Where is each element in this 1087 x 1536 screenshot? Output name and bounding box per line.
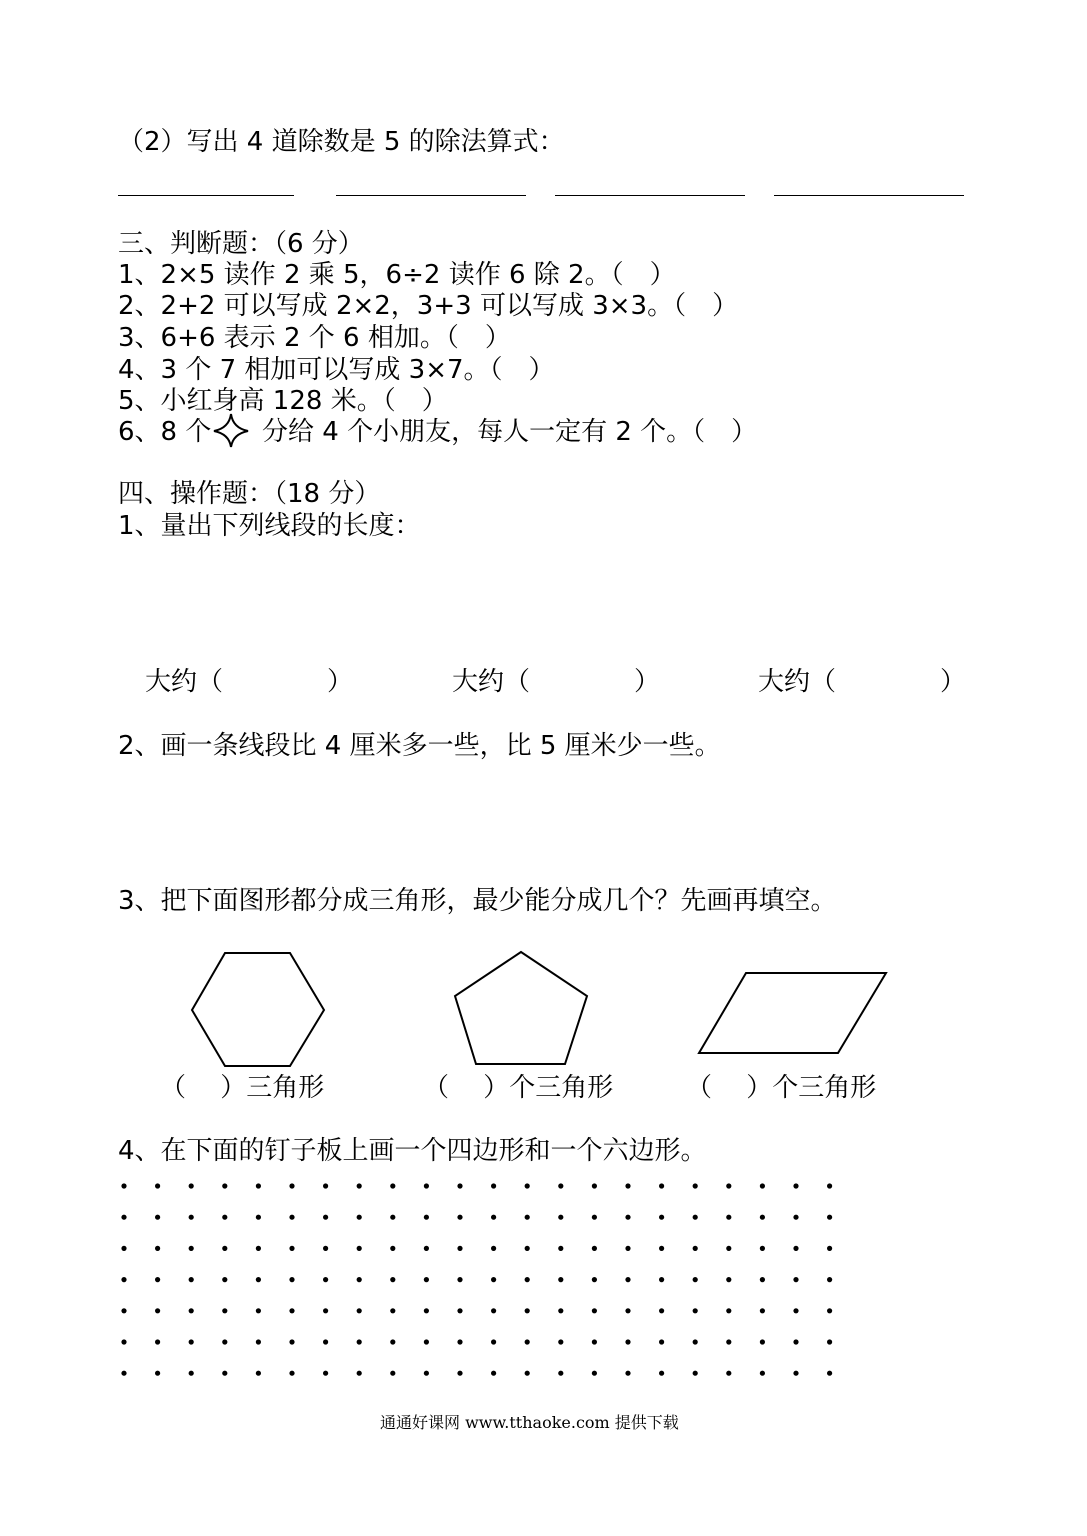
peg-dot[interactable] xyxy=(424,1339,429,1344)
peg-dot[interactable] xyxy=(357,1371,362,1376)
peg-dot[interactable] xyxy=(726,1215,731,1220)
peg-dot[interactable] xyxy=(491,1308,496,1313)
peg-dot[interactable] xyxy=(256,1277,261,1282)
peg-dot[interactable] xyxy=(155,1215,160,1220)
peg-dot[interactable] xyxy=(760,1308,765,1313)
peg-dot[interactable] xyxy=(793,1183,798,1188)
peg-dot[interactable] xyxy=(390,1183,395,1188)
peg-dot[interactable] xyxy=(222,1277,227,1282)
peg-dot[interactable] xyxy=(256,1308,261,1313)
peg-dot[interactable] xyxy=(189,1371,194,1376)
peg-dot[interactable] xyxy=(390,1371,395,1376)
peg-dot[interactable] xyxy=(189,1246,194,1251)
peg-dot[interactable] xyxy=(793,1308,798,1313)
peg-dot[interactable] xyxy=(323,1277,328,1282)
peg-dot[interactable] xyxy=(491,1183,496,1188)
peg-dot[interactable] xyxy=(625,1215,630,1220)
peg-dot[interactable] xyxy=(222,1215,227,1220)
peg-dot[interactable] xyxy=(827,1339,832,1344)
peg-dot[interactable] xyxy=(659,1183,664,1188)
peg-dot[interactable] xyxy=(793,1277,798,1282)
peg-dot[interactable] xyxy=(222,1339,227,1344)
peg-dot[interactable] xyxy=(592,1246,597,1251)
peg-dot[interactable] xyxy=(121,1371,126,1376)
op-q4: 4、在下面的钉子板上画一个四边形和一个六边形。 xyxy=(118,1136,707,1166)
peg-dot[interactable] xyxy=(424,1308,429,1313)
section-3-title: 三、判断题：（6 分） xyxy=(118,229,364,259)
peg-dot[interactable] xyxy=(289,1339,294,1344)
peg-dot[interactable] xyxy=(155,1246,160,1251)
judge-item-3: 3、6+6 表示 2 个 6 相加。（ ） xyxy=(118,323,511,353)
peg-dot[interactable] xyxy=(390,1339,395,1344)
peg-dot[interactable] xyxy=(760,1339,765,1344)
peg-dot[interactable] xyxy=(491,1339,496,1344)
peg-dot[interactable] xyxy=(491,1246,496,1251)
peg-dot[interactable] xyxy=(289,1277,294,1282)
peg-dot[interactable] xyxy=(592,1371,597,1376)
peg-dot[interactable] xyxy=(693,1371,698,1376)
approx-answer-3: 大约（ ） xyxy=(758,667,967,697)
peg-dot[interactable] xyxy=(827,1277,832,1282)
peg-dot[interactable] xyxy=(659,1277,664,1282)
peg-dot[interactable] xyxy=(256,1371,261,1376)
peg-dot[interactable] xyxy=(155,1308,160,1313)
peg-dot[interactable] xyxy=(121,1277,126,1282)
peg-dot[interactable] xyxy=(256,1339,261,1344)
judge-item-4: 4、3 个 7 相加可以写成 3×7。（ ） xyxy=(118,355,555,385)
peg-dot[interactable] xyxy=(558,1371,563,1376)
peg-dot[interactable] xyxy=(693,1246,698,1251)
peg-dot[interactable] xyxy=(222,1371,227,1376)
peg-dot[interactable] xyxy=(693,1215,698,1220)
peg-dot[interactable] xyxy=(222,1246,227,1251)
peg-dot[interactable] xyxy=(525,1183,530,1188)
peg-dot[interactable] xyxy=(357,1215,362,1220)
peg-dot[interactable] xyxy=(457,1277,462,1282)
peg-dot[interactable] xyxy=(525,1308,530,1313)
peg-dot[interactable] xyxy=(525,1277,530,1282)
peg-dot[interactable] xyxy=(189,1277,194,1282)
peg-dot[interactable] xyxy=(659,1246,664,1251)
op-q3: 3、把下面图形都分成三角形，最少能分成几个？先画再填空。 xyxy=(118,886,837,916)
peg-dot[interactable] xyxy=(525,1215,530,1220)
peg-dot[interactable] xyxy=(189,1339,194,1344)
peg-dot[interactable] xyxy=(424,1277,429,1282)
peg-dot[interactable] xyxy=(726,1339,731,1344)
peg-dot[interactable] xyxy=(592,1277,597,1282)
judge-item-6-end: 分给 4 个小朋友，每人一定有 2 个。（ ） xyxy=(262,417,758,447)
peg-dot[interactable] xyxy=(189,1308,194,1313)
peg-dot[interactable] xyxy=(760,1246,765,1251)
peg-dot[interactable] xyxy=(155,1339,160,1344)
peg-dot[interactable] xyxy=(760,1215,765,1220)
peg-dot[interactable] xyxy=(390,1215,395,1220)
peg-dot[interactable] xyxy=(827,1215,832,1220)
peg-dot[interactable] xyxy=(592,1215,597,1220)
peg-dot[interactable] xyxy=(558,1277,563,1282)
peg-dot[interactable] xyxy=(625,1308,630,1313)
peg-dot[interactable] xyxy=(457,1215,462,1220)
peg-dot[interactable] xyxy=(558,1339,563,1344)
peg-dot[interactable] xyxy=(121,1308,126,1313)
judge-item-2: 2、2+2 可以写成 2×2，3+3 可以写成 3×3。（ ） xyxy=(118,291,739,321)
peg-dot[interactable] xyxy=(155,1183,160,1188)
peg-dot[interactable] xyxy=(625,1183,630,1188)
peg-dot[interactable] xyxy=(659,1339,664,1344)
peg-dot[interactable] xyxy=(323,1308,328,1313)
peg-dot[interactable] xyxy=(693,1183,698,1188)
peg-dot[interactable] xyxy=(457,1246,462,1251)
peg-dot[interactable] xyxy=(592,1308,597,1313)
peg-dot[interactable] xyxy=(827,1371,832,1376)
judge-item-5: 5、小红身高 128 米。（ ） xyxy=(118,386,448,416)
q2-write-division-prompt: （2）写出 4 道除数是 5 的除法算式： xyxy=(118,127,565,157)
peg-dot[interactable] xyxy=(256,1246,261,1251)
peg-dot[interactable] xyxy=(625,1371,630,1376)
peg-dot[interactable] xyxy=(323,1183,328,1188)
approx-answer-2: 大约（ ） xyxy=(452,667,661,697)
peg-dot[interactable] xyxy=(793,1339,798,1344)
peg-dot[interactable] xyxy=(424,1215,429,1220)
peg-dot[interactable] xyxy=(558,1246,563,1251)
peg-dot[interactable] xyxy=(323,1246,328,1251)
peg-dot[interactable] xyxy=(390,1277,395,1282)
peg-dot[interactable] xyxy=(121,1246,126,1251)
judge-item-6-start: 6、8 个 xyxy=(118,417,212,447)
peg-dot[interactable] xyxy=(424,1183,429,1188)
peg-dot[interactable] xyxy=(760,1183,765,1188)
peg-dot[interactable] xyxy=(625,1277,630,1282)
peg-dot[interactable] xyxy=(256,1183,261,1188)
peg-dot[interactable] xyxy=(793,1371,798,1376)
peg-dot[interactable] xyxy=(726,1277,731,1282)
peg-dot[interactable] xyxy=(357,1308,362,1313)
peg-dot[interactable] xyxy=(357,1277,362,1282)
peg-dot[interactable] xyxy=(155,1277,160,1282)
peg-dot[interactable] xyxy=(289,1215,294,1220)
peg-dot[interactable] xyxy=(827,1183,832,1188)
peg-dot[interactable] xyxy=(726,1183,731,1188)
peg-dot[interactable] xyxy=(457,1339,462,1344)
peg-dot[interactable] xyxy=(693,1308,698,1313)
peg-dot[interactable] xyxy=(726,1246,731,1251)
judge-item-1: 1、2×5 读作 2 乘 5，6÷2 读作 6 除 2。（ ） xyxy=(118,260,676,290)
peg-dot[interactable] xyxy=(525,1246,530,1251)
peg-dot[interactable] xyxy=(558,1183,563,1188)
peg-dot[interactable] xyxy=(424,1246,429,1251)
peg-dot[interactable] xyxy=(323,1371,328,1376)
peg-dot[interactable] xyxy=(121,1215,126,1220)
peg-dot[interactable] xyxy=(121,1183,126,1188)
peg-dot[interactable] xyxy=(256,1215,261,1220)
peg-dot[interactable] xyxy=(189,1215,194,1220)
peg-dot[interactable] xyxy=(558,1215,563,1220)
peg-dot[interactable] xyxy=(323,1215,328,1220)
peg-dot[interactable] xyxy=(760,1277,765,1282)
op-q1: 1、量出下列线段的长度： xyxy=(118,511,421,541)
peg-dot[interactable] xyxy=(457,1371,462,1376)
peg-dot[interactable] xyxy=(222,1308,227,1313)
op-q2: 2、画一条线段比 4 厘米多一些，比 5 厘米少一些。 xyxy=(118,731,721,761)
approx-answer-1: 大约（ ） xyxy=(145,667,354,697)
peg-dot[interactable] xyxy=(289,1371,294,1376)
peg-dot[interactable] xyxy=(726,1371,731,1376)
peg-dot[interactable] xyxy=(357,1183,362,1188)
shape-answer-hexagon: （ ）三角形 xyxy=(160,1073,325,1103)
peg-dot[interactable] xyxy=(693,1277,698,1282)
shape-answer-pentagon: （ ）个三角形 xyxy=(423,1073,614,1103)
peg-dot[interactable] xyxy=(693,1339,698,1344)
peg-dot[interactable] xyxy=(827,1308,832,1313)
peg-dot[interactable] xyxy=(390,1246,395,1251)
footer-text: 通通好课网 www.tthaoke.com 提供下载 xyxy=(380,1413,679,1432)
peg-dot[interactable] xyxy=(222,1183,227,1188)
peg-dot[interactable] xyxy=(592,1183,597,1188)
peg-dot[interactable] xyxy=(289,1246,294,1251)
section-4-title: 四、操作题：（18 分） xyxy=(118,479,381,509)
peg-dot[interactable] xyxy=(289,1308,294,1313)
peg-dot[interactable] xyxy=(592,1339,597,1344)
peg-dot[interactable] xyxy=(625,1246,630,1251)
peg-dot[interactable] xyxy=(357,1246,362,1251)
peg-dot[interactable] xyxy=(424,1371,429,1376)
peg-dot[interactable] xyxy=(827,1246,832,1251)
peg-dot[interactable] xyxy=(491,1371,496,1376)
peg-dot[interactable] xyxy=(323,1339,328,1344)
peg-dot[interactable] xyxy=(457,1183,462,1188)
peg-dot[interactable] xyxy=(793,1246,798,1251)
peg-dot[interactable] xyxy=(121,1339,126,1344)
peg-dot[interactable] xyxy=(760,1371,765,1376)
peg-dot[interactable] xyxy=(189,1183,194,1188)
peg-dot[interactable] xyxy=(525,1339,530,1344)
peg-dot[interactable] xyxy=(491,1215,496,1220)
peg-dot[interactable] xyxy=(625,1339,630,1344)
peg-dot[interactable] xyxy=(491,1277,496,1282)
shape-answer-parallelogram: （ ）个三角形 xyxy=(686,1073,877,1103)
peg-dot[interactable] xyxy=(390,1308,395,1313)
peg-dot[interactable] xyxy=(525,1371,530,1376)
peg-dot[interactable] xyxy=(289,1183,294,1188)
peg-dot[interactable] xyxy=(659,1215,664,1220)
peg-dot[interactable] xyxy=(357,1339,362,1344)
peg-dot[interactable] xyxy=(793,1215,798,1220)
peg-dot[interactable] xyxy=(659,1308,664,1313)
peg-dot[interactable] xyxy=(726,1308,731,1313)
peg-dot[interactable] xyxy=(659,1371,664,1376)
peg-dot[interactable] xyxy=(155,1371,160,1376)
peg-dot[interactable] xyxy=(457,1308,462,1313)
peg-dot[interactable] xyxy=(558,1308,563,1313)
